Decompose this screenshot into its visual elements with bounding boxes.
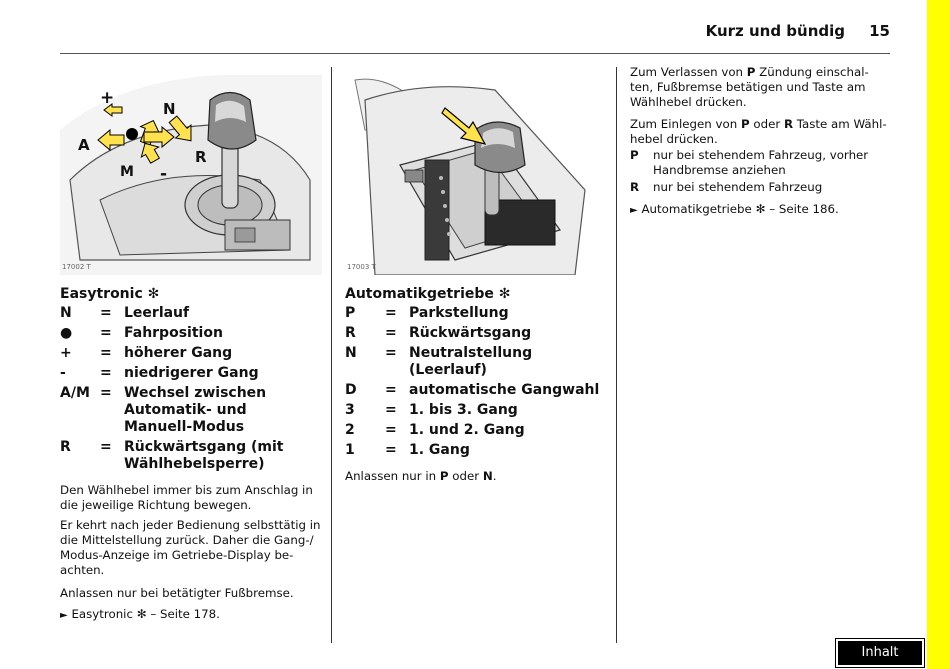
asterisk-icon: ✻ (755, 202, 766, 216)
definition-row: D = automatische Gangwahl (345, 382, 600, 398)
page-number: 15 (869, 22, 890, 40)
page-title: Kurz und bündig (705, 22, 845, 40)
asterisk-icon: ✻ (136, 607, 147, 621)
list-item: P nur bei stehendem Fahrzeug, vorher Handbremse anziehen (630, 148, 869, 177)
definition-row: + = höherer Gang (60, 345, 233, 361)
definition-row: N = Leerlauf (60, 305, 190, 321)
yellow-edge-bar (927, 0, 950, 669)
section-heading-easytronic: Easytronic ✻ (60, 286, 160, 302)
definition-row: R = Rückwärtsgang (345, 325, 532, 341)
list-item: R nur bei stehendem Fahrzeug (630, 180, 823, 194)
starting-note: Anlassen nur in P oder N. (345, 469, 497, 483)
column-divider-2 (616, 67, 617, 643)
definition-row: N = Neutralstellung (Leerlauf) (345, 345, 533, 378)
definition-row: ● = Fahrposition (60, 325, 223, 341)
paragraph: Den Wählhebel immer bis zum Anschlag in die jeweilige Richtung bewegen. (60, 483, 313, 512)
header-divider (60, 53, 890, 54)
label-m: M (120, 164, 134, 180)
cross-reference-link[interactable]: ► Easytronic ✻ – Seite 178. (60, 607, 220, 621)
paragraph: Er kehrt nach jeder Bedienung selbsttätig in die Mittelstellung zurück. Daher die Gang-/ Modus-Anzeige im Getriebe-Display be- achten. (60, 518, 321, 577)
figure-code: 17002 T (62, 263, 91, 271)
easytronic-illustration (60, 70, 322, 275)
label-plus: + (100, 88, 115, 108)
label-r: R (195, 148, 207, 166)
contents-button[interactable]: Inhalt (836, 639, 924, 667)
automatic-gearbox-illustration (345, 70, 605, 275)
arrow-right-icon: ► (60, 610, 68, 621)
definition-row: R = Rückwärtsgang (mit Wählhebelsperre) (60, 439, 284, 472)
label-n: N (163, 100, 176, 118)
definition-row: 2 = 1. und 2. Gang (345, 422, 525, 438)
definition-row: 1 = 1. Gang (345, 442, 470, 458)
definition-row: P = Parkstellung (345, 305, 509, 321)
definition-row: - = niedrigerer Gang (60, 365, 259, 381)
paragraph-engage-park: Zum Einlegen von P oder R Taste am Wähl- hebel drücken. (630, 117, 887, 146)
arrow-right-icon: ► (630, 205, 638, 216)
column-divider-1 (331, 67, 332, 643)
figure-code: 17003 T (347, 263, 376, 271)
cross-reference-link[interactable]: ► Automatikgetriebe ✻ – Seite 186. (630, 202, 839, 216)
section-heading-automatic: Automatikgetriebe ✻ (345, 286, 511, 302)
label-a: A (78, 136, 90, 154)
definition-row: 3 = 1. bis 3. Gang (345, 402, 518, 418)
paragraph: Anlassen nur bei betätigter Fußbremse. (60, 586, 294, 600)
label-minus: - (160, 164, 168, 184)
paragraph-leave-park: Zum Verlassen von P Zündung einschal- ten, Fußbremse betätigen und Taste am Wählhebel drücken. (630, 65, 869, 109)
definition-row: A/M = Wechsel zwischen Automatik- und Manuell-Modus (60, 385, 267, 435)
